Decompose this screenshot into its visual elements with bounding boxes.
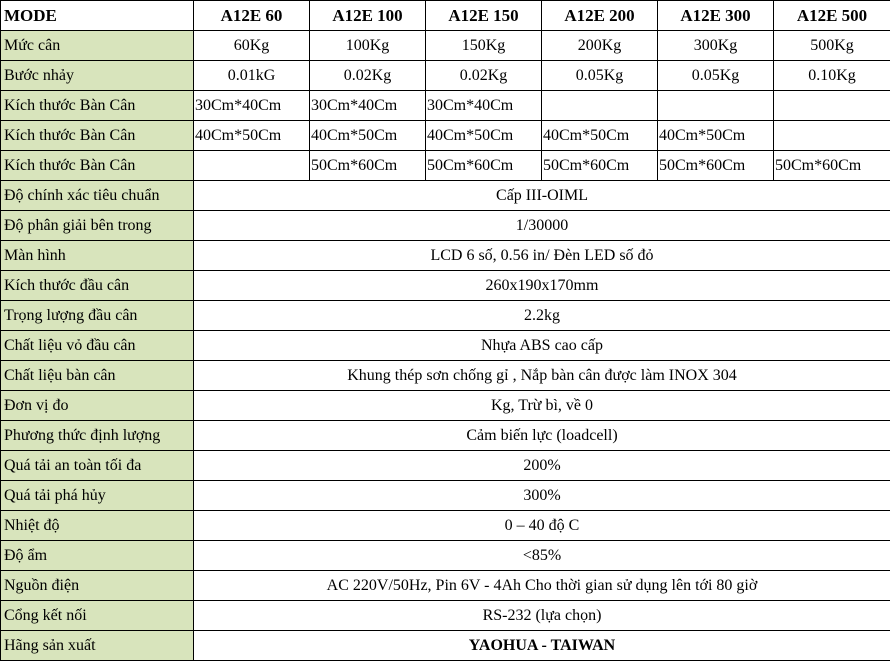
row-label: Cổng kết nối — [1, 601, 194, 631]
capacity-row — [1, 31, 890, 61]
spec-row — [1, 391, 890, 421]
spec-row — [1, 511, 890, 541]
platform-size-value: 30Cm*40Cm — [194, 91, 310, 121]
spec-value: RS-232 (lựa chọn) — [194, 601, 890, 631]
platform-size-value: 40Cm*50Cm — [658, 121, 774, 151]
capacity-value: 200Kg — [542, 31, 658, 61]
row-label: Độ phân giải bên trong — [1, 211, 194, 241]
division-value: 0.10Kg — [774, 61, 890, 91]
row-label: Trọng lượng đầu cân — [1, 301, 194, 331]
model-header: A12E 100 — [310, 1, 426, 31]
row-label: Kích thước Bàn Cân — [1, 121, 194, 151]
manufacturer-value: YAOHUA - TAIWAN — [194, 631, 890, 661]
platform-size-row — [1, 121, 890, 151]
spec-row — [1, 301, 890, 331]
spec-row — [1, 331, 890, 361]
row-label: Quá tải phá hủy — [1, 481, 194, 511]
platform-size-value — [774, 121, 890, 151]
spec-value: Cảm biến lực (loadcell) — [194, 421, 890, 451]
division-row — [1, 61, 890, 91]
platform-size-value: 50Cm*60Cm — [310, 151, 426, 181]
spec-value: 260x190x170mm — [194, 271, 890, 301]
spec-row — [1, 601, 890, 631]
platform-size-value — [542, 91, 658, 121]
spec-value: 2.2kg — [194, 301, 890, 331]
row-label: Kích thước Bàn Cân — [1, 151, 194, 181]
platform-size-value — [658, 91, 774, 121]
spec-value: <85% — [194, 541, 890, 571]
model-header: A12E 60 — [194, 1, 310, 31]
division-value: 0.05Kg — [542, 61, 658, 91]
model-header: A12E 500 — [774, 1, 890, 31]
platform-size-value: 50Cm*60Cm — [542, 151, 658, 181]
division-value: 0.05Kg — [658, 61, 774, 91]
row-label: Bước nhảy — [1, 61, 194, 91]
row-label: Chất liệu vỏ đầu cân — [1, 331, 194, 361]
spec-row — [1, 451, 890, 481]
spec-row — [1, 271, 890, 301]
platform-size-value: 30Cm*40Cm — [426, 91, 542, 121]
platform-size-value: 50Cm*60Cm — [426, 151, 542, 181]
platform-size-value — [774, 91, 890, 121]
spec-row — [1, 241, 890, 271]
spec-value: AC 220V/50Hz, Pin 6V - 4Ah Cho thời gian sử dụng lên tới 80 giờ — [194, 571, 890, 601]
spec-value: Nhựa ABS cao cấp — [194, 331, 890, 361]
platform-size-row — [1, 151, 890, 181]
row-label: Phương thức định lượng — [1, 421, 194, 451]
spec-value: Cấp III-OIML — [194, 181, 890, 211]
spec-row — [1, 541, 890, 571]
platform-size-row — [1, 91, 890, 121]
row-label: Kích thước Bàn Cân — [1, 91, 194, 121]
platform-size-value: 40Cm*50Cm — [426, 121, 542, 151]
spec-value: Kg, Trừ bì, về 0 — [194, 391, 890, 421]
platform-size-value: 50Cm*60Cm — [774, 151, 890, 181]
capacity-value: 150Kg — [426, 31, 542, 61]
capacity-value: 100Kg — [310, 31, 426, 61]
division-value: 0.02Kg — [426, 61, 542, 91]
header-row — [1, 1, 890, 31]
row-label: Độ chính xác tiêu chuẩn — [1, 181, 194, 211]
row-label: Màn hình — [1, 241, 194, 271]
row-label: Mức cân — [1, 31, 194, 61]
spec-value: 300% — [194, 481, 890, 511]
platform-size-value: 40Cm*50Cm — [194, 121, 310, 151]
row-label: Đơn vị đo — [1, 391, 194, 421]
row-label: Chất liệu bàn cân — [1, 361, 194, 391]
capacity-value: 60Kg — [194, 31, 310, 61]
spec-row — [1, 481, 890, 511]
spec-value: 200% — [194, 451, 890, 481]
spec-value: 1/30000 — [194, 211, 890, 241]
platform-size-value: 50Cm*60Cm — [658, 151, 774, 181]
platform-size-value — [194, 151, 310, 181]
platform-size-value: 30Cm*40Cm — [310, 91, 426, 121]
row-label: Quá tải an toàn tối đa — [1, 451, 194, 481]
division-value: 0.02Kg — [310, 61, 426, 91]
spec-row — [1, 631, 890, 661]
model-header: A12E 300 — [658, 1, 774, 31]
row-label: Nhiệt độ — [1, 511, 194, 541]
platform-size-value: 40Cm*50Cm — [310, 121, 426, 151]
spec-row — [1, 181, 890, 211]
spec-value: LCD 6 số, 0.56 in/ Đèn LED số đỏ — [194, 241, 890, 271]
platform-size-value: 40Cm*50Cm — [542, 121, 658, 151]
spec-value: Khung thép sơn chống gỉ , Nắp bàn cân được làm INOX 304 — [194, 361, 890, 391]
capacity-value: 300Kg — [658, 31, 774, 61]
row-label: Hãng sản xuất — [1, 631, 194, 661]
mode-header: MODE — [1, 1, 194, 31]
spec-value: 0 – 40 độ C — [194, 511, 890, 541]
division-value: 0.01kG — [194, 61, 310, 91]
model-header: A12E 150 — [426, 1, 542, 31]
spec-row — [1, 421, 890, 451]
capacity-value: 500Kg — [774, 31, 890, 61]
row-label: Độ ẩm — [1, 541, 194, 571]
row-label: Nguồn điện — [1, 571, 194, 601]
spec-row — [1, 211, 890, 241]
spec-row — [1, 571, 890, 601]
spec-row — [1, 361, 890, 391]
row-label: Kích thước đầu cân — [1, 271, 194, 301]
model-header: A12E 200 — [542, 1, 658, 31]
